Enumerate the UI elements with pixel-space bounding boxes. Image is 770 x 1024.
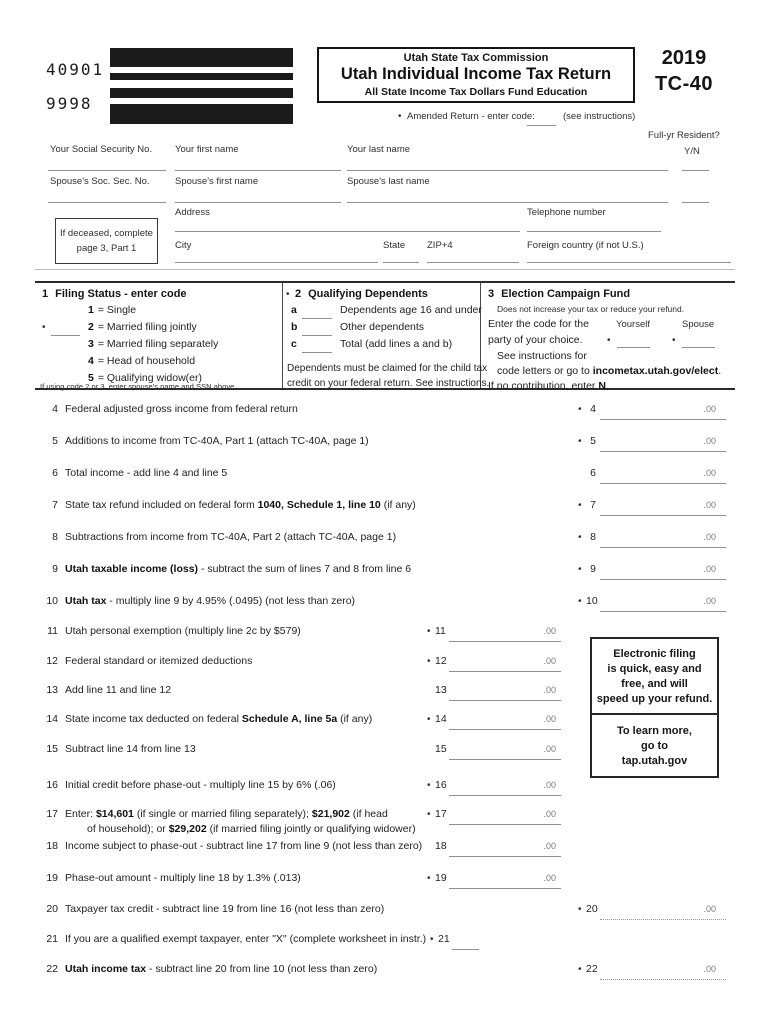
entry-bullet-icon [427,743,435,744]
line-12-amount-field[interactable] [449,655,561,672]
zip-label: ZIP+4 [427,240,453,251]
cents-suffix: .00 [703,468,716,478]
cents-suffix: .00 [703,436,716,446]
efile-line: is quick, easy and [607,663,702,675]
line-number: 19 [46,872,58,884]
line-number: 16 [46,779,58,791]
entry-bullet-icon: • [578,596,582,607]
line-number: 9 [52,563,58,575]
last-name-label: Your last name [347,144,411,155]
tax-line-7 [0,499,770,521]
amount-line-number: 15 [435,743,447,755]
amount-line-number: 9 [590,563,596,575]
line-label: Utah income tax - subtract line 20 from line 10 (not less than zero) [65,963,378,975]
amount-entry [578,403,726,420]
line-6-amount-field[interactable] [600,467,726,484]
entry-bullet-icon: • [578,500,582,511]
amount-entry [427,872,561,889]
entry-bullet-icon: • [607,335,611,346]
amount-entry [427,655,561,672]
line-16-amount-field[interactable] [449,779,561,796]
dependents-item-letter: a [291,304,297,316]
tax-line-6 [0,467,770,489]
amount-line-number: 7 [590,499,596,511]
line-label: Taxpayer tax credit - subtract line 19 from line 16 (not less than zero) [65,903,385,915]
entry-bullet-icon: • [578,904,582,915]
amount-entry [427,779,561,796]
full-year-resident-label: Full-yr Resident? [648,130,720,141]
line-label: Total income - add line 4 and line 5 [65,467,228,479]
line-label: State income tax deducted on federal Schedule A, line 5a (if any) [65,713,373,725]
tax-year: 2019 [661,47,707,69]
section-number: 3 [488,288,495,300]
section-number: 2 [295,288,302,300]
entry-bullet-icon: • [427,714,431,725]
ssn-label: Your Social Security No. [50,144,153,155]
efile-promo-top [592,639,717,715]
cents-suffix: .00 [543,714,556,724]
foreign-country-label: Foreign country (if not U.S.) [527,240,644,251]
amount-line-number: 16 [435,779,447,791]
deceased-note-line2: page 3, Part 1 [76,243,137,254]
entry-bullet-icon: • [672,335,676,346]
entry-bullet-icon: • [578,532,582,543]
amount-entry [578,563,726,580]
entry-bullet-icon [578,467,586,468]
line-number: 22 [46,963,58,975]
line-label: Federal standard or itemized deductions [65,655,253,667]
amount-entry [430,933,479,950]
line-label: Initial credit before phase-out - multiply line 15 by 6% (.06) [65,779,336,791]
spouse-ssn-label: Spouse's Soc. Sec. No. [50,176,150,187]
campaign-yourself-label: Yourself [616,319,650,330]
cents-suffix: .00 [543,685,556,695]
campaign-none-code: N [598,380,606,392]
amount-line-number: 19 [435,872,447,884]
amount-entry [578,499,726,516]
line-number: 12 [46,655,58,667]
campaign-code-line-pre: code letters or go to [497,365,593,377]
line-number: 10 [46,595,58,607]
entry-bullet-icon: • [427,626,431,637]
line-label: Phase-out amount - multiply line 18 by 1.3% (.013) [65,872,301,884]
cents-suffix: .00 [703,500,716,510]
entry-bullet-icon: • [42,322,46,333]
campaign-fund-subtitle: Does not increase your tax or reduce your refund. [497,304,685,314]
section-title: Qualifying Dependents [308,288,428,300]
line-label: Federal adjusted gross income from federal return [65,403,298,415]
line-number: 7 [52,499,58,511]
line-5-amount-field[interactable] [600,435,726,452]
cents-suffix: .00 [703,404,716,414]
tax-line-5 [0,435,770,457]
option-label: = Head of household [97,355,196,367]
entry-bullet-icon: • [427,873,431,884]
amount-line-number: 17 [435,808,447,820]
line-number: 4 [52,403,58,415]
state-label: State [383,240,406,251]
line-number: 5 [52,435,58,447]
option-label: = Single [97,304,137,316]
amount-line-number: 8 [590,531,596,543]
line-number: 11 [47,625,58,637]
line-number: 8 [52,531,58,543]
line-22-amount-field[interactable] [600,963,726,980]
amount-line-number: 11 [435,625,446,637]
tax-line-17 [0,808,770,835]
line-number: 15 [46,743,58,755]
cents-suffix: .00 [543,780,556,790]
amount-line-number: 22 [586,963,598,975]
line-4-amount-field[interactable] [600,403,726,420]
efile-line: To learn more, [617,725,692,737]
line-label: State tax refund included on federal form 1040, Schedule 1, line 10 (if any) [65,499,416,511]
line-label: Utah tax - multiply line 9 by 4.95% (.0495) (not less than zero) [65,595,356,607]
line-8-amount-field[interactable] [600,531,726,548]
line-14-amount-field[interactable] [449,713,561,730]
amount-entry [578,467,726,484]
entry-bullet-icon: • [286,289,290,300]
entry-bullet-icon: • [578,436,582,447]
entry-bullet-icon: • [578,964,582,975]
amount-line-number: 10 [586,595,598,607]
dependents-item-label: Other dependents [340,321,425,333]
amount-entry [578,435,726,452]
dependents-note-line1: Dependents must be claimed for the child tax [287,363,488,374]
form-print-code-top: 40901 [46,60,105,79]
line-number: 14 [46,713,58,725]
line-label: Subtractions from income from TC-40A, Part 2 (attach TC-40A, page 1) [65,531,397,543]
efile-line: speed up your refund. [596,693,713,705]
form-number: TC-40 [654,73,714,95]
campaign-code-line-post: . [718,365,722,377]
city-label: City [175,240,192,251]
line-18-amount-field[interactable] [449,840,561,857]
option-code: 4 [88,355,94,367]
line-number: 17 [46,808,58,820]
line-15-amount-field[interactable] [449,743,561,760]
agency-name: Utah State Tax Commission [403,52,549,64]
line-11-amount-field[interactable] [449,625,561,642]
cents-suffix: .00 [543,744,556,754]
campaign-spouse-label: Spouse [682,319,715,330]
amount-line-number: 14 [435,713,447,725]
option-label: = Married filing separately [97,338,219,350]
form-print-code-bottom: 9998 [46,94,93,113]
dependents-item-letter: c [291,338,297,350]
dependents-item-letter: b [291,321,298,333]
tax-line-18 [0,840,770,862]
amount-line-number: 6 [590,467,596,479]
amount-entry [427,713,561,730]
tax-line-10 [0,595,770,617]
amount-line-number: 12 [435,655,447,667]
amount-entry [578,595,726,612]
entry-bullet-icon [427,684,435,685]
tax-line-20 [0,903,770,925]
cents-suffix: .00 [543,626,556,636]
line-label: Income subject to phase-out - subtract line 17 from line 9 (not less than zero) [65,840,423,852]
line-label: Enter: $14,601 (if single or married filing separately); $21,902 (if head [65,808,388,820]
cents-suffix: .00 [543,873,556,883]
cents-suffix: .00 [703,596,716,606]
line-20-amount-field[interactable] [600,903,726,920]
tax-line-19 [0,872,770,894]
cents-suffix: .00 [543,841,556,851]
filing-status-note: If using code 2 or 3, enter spouse's name and SSN above [40,382,235,391]
line-21-amount-field[interactable] [452,933,479,950]
amount-line-number: 20 [586,903,598,915]
line-number: 20 [46,903,58,915]
tax-line-8 [0,531,770,553]
campaign-see-instructions: See instructions for [497,350,587,362]
line-9-amount-field[interactable] [600,563,726,580]
line-17-amount-field[interactable] [449,808,561,825]
entry-bullet-icon: • [578,404,582,415]
entry-bullet-icon: • [430,934,434,945]
amount-entry [578,963,726,980]
amount-line-number: 5 [590,435,596,447]
campaign-enter-line2: party of your choice. [488,334,583,346]
entry-bullet-icon: • [578,564,582,575]
amount-entry [578,531,726,548]
line-number: 18 [46,840,58,852]
efile-promo-box [590,637,719,778]
efile-line: Electronic filing [613,648,696,660]
line-number: 13 [46,684,58,696]
option-code: 3 [88,338,94,350]
option-code: 2 [88,321,94,333]
entry-bullet-icon [427,840,435,841]
campaign-elect-url: incometax.utah.gov/elect [592,365,719,377]
form-title: Utah Individual Income Tax Return [340,65,612,83]
amended-return-label: Amended Return - enter code: [407,111,535,122]
line-10-amount-field[interactable] [600,595,726,612]
cents-suffix: .00 [703,904,716,914]
section-title: Election Campaign Fund [501,288,631,300]
line-13-amount-field[interactable] [449,684,561,701]
option-code: 1 [88,304,94,316]
dependents-item-label: Dependents age 16 and under [340,304,482,316]
spouse-last-name-label: Spouse's last name [347,176,430,187]
option-label: = Married filing jointly [97,321,197,333]
amount-entry [427,684,561,701]
option-code: 5 [88,372,94,384]
first-name-label: Your first name [175,144,239,155]
amended-instructions-note: (see instructions) [563,111,636,122]
entry-bullet-icon: • [427,809,431,820]
amount-line-number: 4 [590,403,596,415]
amount-line-number: 18 [435,840,447,852]
dependents-note-line2: credit on your federal return. See instructions. [287,378,490,389]
entry-bullet-icon: • [427,780,431,791]
amount-line-number: 21 [438,933,450,945]
efile-line: go to [641,740,668,752]
cents-suffix: .00 [543,809,556,819]
cents-suffix: .00 [703,532,716,542]
line-label: Utah personal exemption (multiply line 2c by $579) [65,625,301,637]
cents-suffix: .00 [703,964,716,974]
amount-entry [427,808,561,825]
amount-entry [427,625,561,642]
campaign-none-pre: If no contribution, enter [488,380,599,392]
tax-line-21 [0,933,770,955]
amount-entry [427,743,561,760]
section-title: Filing Status - enter code [55,288,187,300]
efile-link: tap.utah.gov [621,755,688,767]
amount-entry [427,840,561,857]
cents-suffix: .00 [703,564,716,574]
line-label: Utah taxable income (loss) - subtract the sum of lines 7 and 8 from line 6 [65,563,412,575]
tax-line-4 [0,403,770,425]
entry-bullet-icon: • [427,656,431,667]
line-label: Additions to income from TC-40A, Part 1 (attach TC-40A, page 1) [65,435,369,447]
line-number: 6 [52,467,58,479]
efile-promo-bottom [592,715,717,769]
spouse-first-name-label: Spouse's first name [175,176,259,187]
deceased-note-line1: If deceased, complete [60,228,153,239]
tax-line-9 [0,563,770,585]
campaign-none-post: . [605,380,609,392]
entry-bullet-icon: • [398,111,402,122]
line-7-amount-field[interactable] [600,499,726,516]
efile-line: free, and will [621,678,688,690]
section-number: 1 [42,288,49,300]
line-19-amount-field[interactable] [449,872,561,889]
campaign-enter-line1: Enter the code for the [488,318,589,330]
address-label: Address [175,207,210,218]
resident-yn-label: Y/N [684,146,700,157]
line-number: 21 [46,933,58,945]
line-label: Add line 11 and line 12 [65,684,172,696]
amount-entry [578,903,726,920]
line-label: Subtract line 14 from line 13 [65,743,196,755]
cents-suffix: .00 [543,656,556,666]
line-label-continued: of household); or $29,202 (if married filing jointly or qualifying widower) [87,823,416,835]
telephone-label: Telephone number [527,207,606,218]
tax-line-16 [0,779,770,801]
dependents-item-label: Total (add lines a and b) [340,338,453,350]
form-subtitle: All State Income Tax Dollars Fund Education [364,86,588,98]
amount-line-number: 13 [435,684,447,696]
tax-line-22 [0,963,770,985]
line-label: If you are a qualified exempt taxpayer, enter "X" (complete worksheet in instr.) [65,933,427,945]
option-label: = Qualifying widow(er) [97,372,203,384]
